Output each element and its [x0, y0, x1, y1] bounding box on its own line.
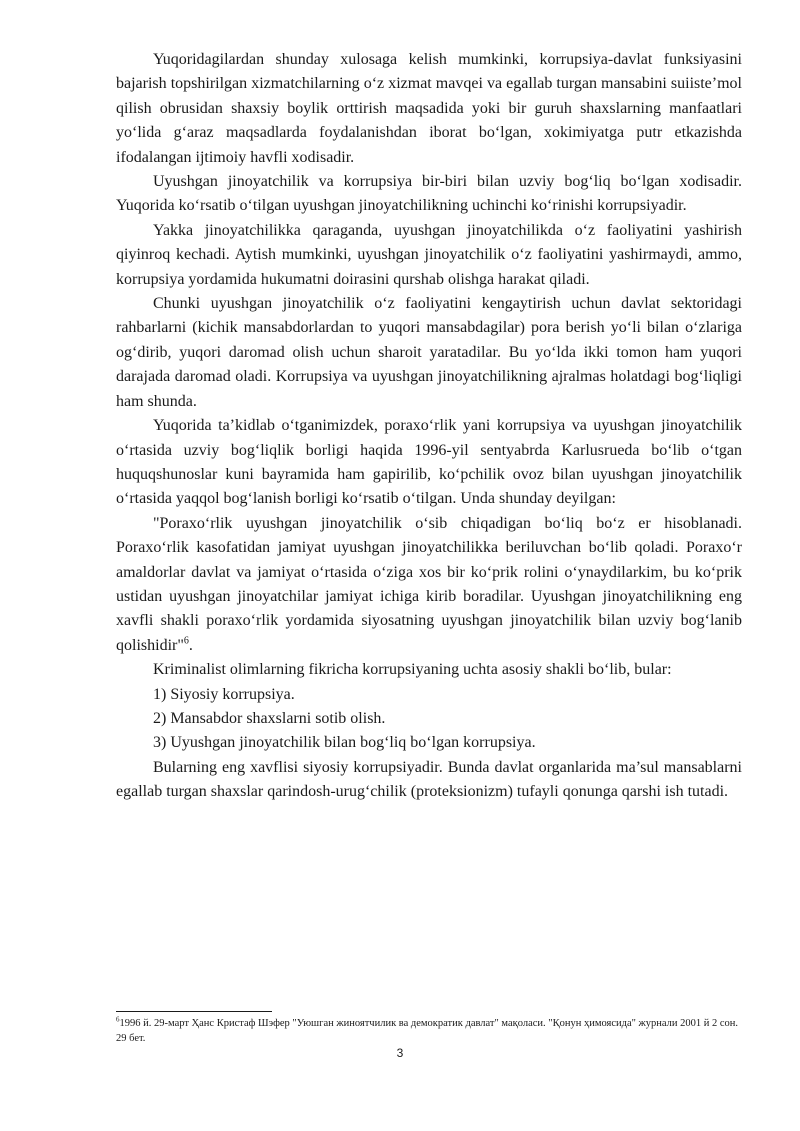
list-item: 3) Uyushgan jinoyatchilik bilan bog‘liq bo‘lgan korrupsiya.	[153, 734, 536, 752]
paragraph-conclusion: Yuqoridagilardan shunday xulosaga kelish mumkinki, korrupsiya-davlat funksiyasini bajarish topshirilgan xizmatchilarning o‘z xizmat mavqei va egallab turgan mansabini suiiste’mol qilish obrusidan shaxsiy boylik orttirish maqsadida yoki bir guruh shaxslarning manfaatlari yo‘lida g‘araz maqsadlarda foydalanishdan iborat bo‘lgan, xokimiyatga putr etkazishda ifodalangan ijtimoiy havfli xodisadir.	[116, 51, 742, 166]
body-text	[116, 48, 742, 805]
paragraph-political-corruption: Bularning eng xavflisi siyosiy korrupsiyadir. Bunda davlat organlarida ma’sul mansablarni egallab turgan shaxslar qarindosh-urug‘chilik (proteksionizm) tufayli qonunga qarshi ish tutadi.	[116, 758, 742, 801]
quote-end-punct: .	[188, 636, 193, 654]
paragraph-quote	[116, 512, 742, 658]
page-number: 3	[396, 1046, 404, 1060]
quote-text: "Poraxo‘rlik uyushgan jinoyatchilik o‘sib chiqadigan bo‘liq bo‘z er hisoblanadi. Poraxo‘rlik kasofatidan jamiyat uyushgan jinoyatchilikka beriluvchan bo‘lib qoladi. Poraxo‘r amaldorlar davlat va jamiyat o‘rtasida o‘ziga xos bir ko‘prik rolini o‘ynaydilarkim, bu ko‘prik ustidan uyushgan jinoyatchilar jamiyat ichiga kirib boradilar. Uyushgan jinoyatchilikning eng xavfli shakli poraxo‘rlik yordamida siyosatning uyushgan jinoyatchilik bilan uzviy bog‘lanib qolishidir"	[116, 514, 742, 654]
paragraph-karlsruhe-1996: Yuqorida ta’kidlab o‘tganimizdek, poraxo‘rlik yani korrupsiya va uyushgan jinoyatchilik o‘rtasida uzviy bog‘liqlik borligi haqida 1996-yil sentyabrda Karlusrueda bo‘lib o‘tgan huquqshunoslar kuni bayramida ham gapirilib, ko‘pchilik ovoz bilan uyushgan jinoyatchilik o‘rtasida yaqqol bog‘lanish borligi ko‘rsatib o‘tilgan. Unda shunday deyilgan:	[116, 417, 742, 508]
paragraph-organized-crime-link: Uyushgan jinoyatchilik va korrupsiya bir-biri bilan uzviy bog‘liq bo‘lgan xodisadir. Yuqorida ko‘rsatib o‘tilgan uyushgan jinoyatchilikning uchinchi ko‘rinishi korrupsiyadir.	[116, 173, 742, 215]
paragraph-three-forms: Kriminalist olimlarning fikricha korrupsiyaning uchta asosiy shakli bo‘lib, bular:	[153, 661, 672, 679]
footnote-marker: 6	[116, 1015, 120, 1024]
paragraph-bribery-expansion: Chunki uyushgan jinoyatchilik o‘z faoliyatini kengaytirish uchun davlat sektoridagi rahbarlarni (kichik mansabdorlardan to yuqori mansabdagilar) pora berish yo‘li bilan o‘zlariga og‘dirib, yuqori daromad olish uchun sharoit yaratadilar. Bu yo‘lda ikki tomon ham yuqori darajada daromad oladi. Korrupsiya va uyushgan jinoyatchilikning ajralmas holatdagi bog‘liqligi ham shunda.	[116, 295, 742, 410]
footnote	[116, 1016, 742, 1046]
footnote-reference[interactable]: 6	[183, 635, 189, 647]
list-item: 2) Mansabdor shaxslarni sotib olish.	[153, 709, 386, 727]
footnote-text: 1996 й. 29-март Ҳанс Кристаф Шэфер "Уюшган жиноятчилик ва демократик давлат" мақоласи. "Қонун ҳимоясида" журнали 2001 й 2 сон. 29 бет.	[116, 1018, 739, 1044]
list-item: 1) Siyosiy korrupsiya.	[153, 685, 295, 703]
paragraph-concealment: Yakka jinoyatchilikka qaraganda, uyushgan jinoyatchilikda o‘z faoliyatini yashirish qiyinroq kechadi. Aytish mumkinki, uyushgan jinoyatchilik o‘z faoliyatini yashirmaydi, ammo, korrupsiya yordamida hukumatni doirasini qurshab olishga harakat qiladi.	[116, 221, 742, 288]
footnote-divider	[116, 1011, 272, 1012]
